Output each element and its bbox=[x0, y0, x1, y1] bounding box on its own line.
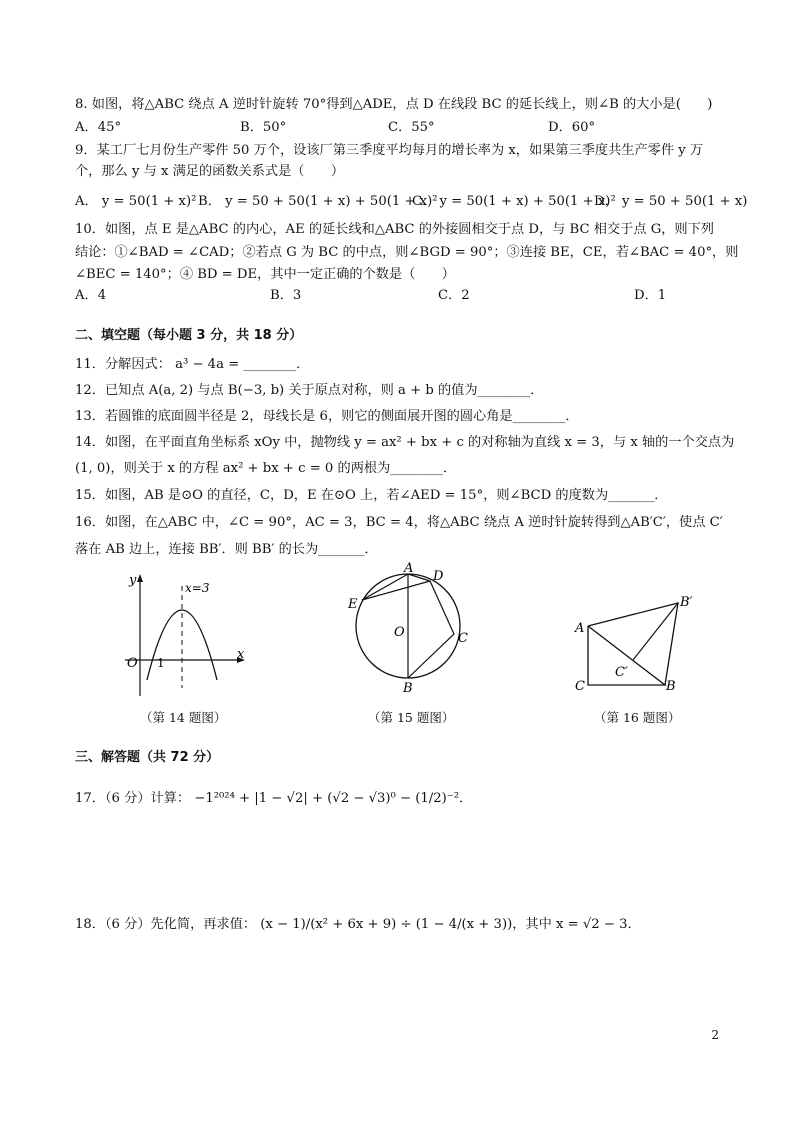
q14-line1: 14．如图，在平面直角坐标系 xOy 中，抛物线 y = ax² + bx + c 的对称轴为直线 x = 3，与 x 轴的一个交点为 bbox=[75, 435, 735, 450]
fig16-label-c-prime: C′ bbox=[615, 665, 628, 680]
fig14-y-label: y bbox=[129, 573, 137, 588]
q11: 11．分解因式： a³ − 4a = ________． bbox=[75, 357, 310, 372]
q15: 15．如图，AB 是⊙O 的直径，C，D，E 在⊙O 上，若∠AED = 15°，则∠BCD 的度数为_______． bbox=[75, 488, 668, 503]
fig15-label-e: E bbox=[348, 597, 358, 612]
q10-option-d: D．1 bbox=[634, 288, 667, 303]
fig16-label-b: B bbox=[666, 679, 676, 694]
fig14-axis-label: x=3 bbox=[185, 581, 210, 595]
page-number: 2 bbox=[711, 1028, 719, 1042]
fig16-label-a: A bbox=[575, 621, 585, 636]
fig15-label-c: C bbox=[458, 631, 468, 646]
q14-line2: (1, 0)，则关于 x 的方程 ax² + bx + c = 0 的两根为________． bbox=[75, 461, 457, 476]
fig16-label-c: C bbox=[575, 679, 585, 694]
section-2-heading: 二、填空题（每小题 3 分，共 18 分） bbox=[75, 328, 303, 343]
q10-option-b: B．3 bbox=[270, 288, 302, 303]
q13: 13．若圆锥的底面圆半径是 2，母线长是 6，则它的侧面展开图的圆心角是________． bbox=[75, 409, 579, 424]
q10-option-a: A．4 bbox=[75, 288, 107, 303]
q10-stem-line3: ∠BEC = 140°；④ BD = DE，其中一定正确的个数是（ ） bbox=[75, 267, 455, 282]
q18: 18．（6 分）先化简，再求值： (x − 1)/(x² + 6x + 9) ÷ (1 − 4/(x + 3))，其中 x = √2 − 3． bbox=[75, 917, 641, 932]
fig15-label-d: D bbox=[433, 569, 444, 584]
fig16-label-b-prime: B′ bbox=[680, 595, 693, 610]
fig14-one-label: 1 bbox=[157, 656, 165, 670]
fig15-label-o: O bbox=[394, 625, 405, 640]
q8-option-a: A．45° bbox=[75, 120, 122, 135]
q10-stem-line2: 结论：①∠BAD = ∠CAD；②若点 G 为 BC 的中点，则∠BGD = 90°；③连接 BE，CE，若∠BAC = 40°，则 bbox=[75, 245, 739, 260]
q9-stem-line1: 9．某工厂七月份生产零件 50 万个，设该厂第三季度平均每月的增长率为 x，如果第三季度共生产零件 y 万 bbox=[75, 143, 704, 158]
section-3-heading: 三、解答题（共 72 分） bbox=[75, 750, 220, 765]
q9-option-b: B． y = 50 + 50(1 + x) + 50(1 + x)² bbox=[198, 194, 438, 209]
q8-option-c: C．55° bbox=[388, 120, 435, 135]
caption-fig-15: （第 15 题图） bbox=[368, 710, 455, 725]
q8-option-d: D．60° bbox=[548, 120, 596, 135]
q17: 17．（6 分）计算： −1²⁰²⁴ + |1 − √2| + (√2 − √3)⁰ − (1/2)⁻²． bbox=[75, 791, 473, 806]
q10-stem-line1: 10．如图，点 E 是△ABC 的内心，AE 的延长线和△ABC 的外接圆相交于点 D，与 BC 相交于点 G，则下列 bbox=[75, 222, 714, 237]
q12: 12．已知点 A(a, 2) 与点 B(−3, b) 关于原点对称，则 a + b 的值为________． bbox=[75, 383, 544, 398]
caption-fig-16: （第 16 题图） bbox=[594, 710, 681, 725]
figure-15-circle bbox=[340, 560, 480, 700]
q9-option-a: A． y = 50(1 + x)² bbox=[75, 194, 197, 209]
q9-option-c: C． y = 50(1 + x) + 50(1 + x)² bbox=[412, 194, 616, 209]
q9-option-d: D． y = 50 + 50(1 + x) bbox=[594, 194, 748, 209]
q10-option-c: C．2 bbox=[438, 288, 470, 303]
fig15-label-b: B bbox=[403, 681, 413, 696]
q16-line1: 16．如图，在△ABC 中，∠C = 90°，AC = 3，BC = 4，将△ABC 绕点 A 逆时针旋转得到△AB′C′，使点 C′ bbox=[75, 515, 723, 530]
q16-line2: 落在 AB 边上，连接 BB′．则 BB′ 的长为_______． bbox=[75, 542, 378, 557]
fig14-origin-label: O bbox=[127, 656, 138, 671]
figure-14-parabola bbox=[115, 568, 255, 703]
q8-stem: 8. 如图，将△ABC 绕点 A 逆时针旋转 70°得到△ADE，点 D 在线段 BC 的延长线上，则∠B 的大小是( ) bbox=[75, 97, 713, 112]
figure-16-triangle bbox=[565, 590, 705, 700]
caption-fig-14: （第 14 题图） bbox=[140, 710, 227, 725]
fig14-x-label: x bbox=[237, 647, 245, 662]
fig15-label-a: A bbox=[404, 561, 414, 576]
q9-stem-line2: 个，那么 y 与 x 满足的函数关系式是（ ） bbox=[75, 164, 345, 179]
q8-option-b: B．50° bbox=[240, 120, 287, 135]
